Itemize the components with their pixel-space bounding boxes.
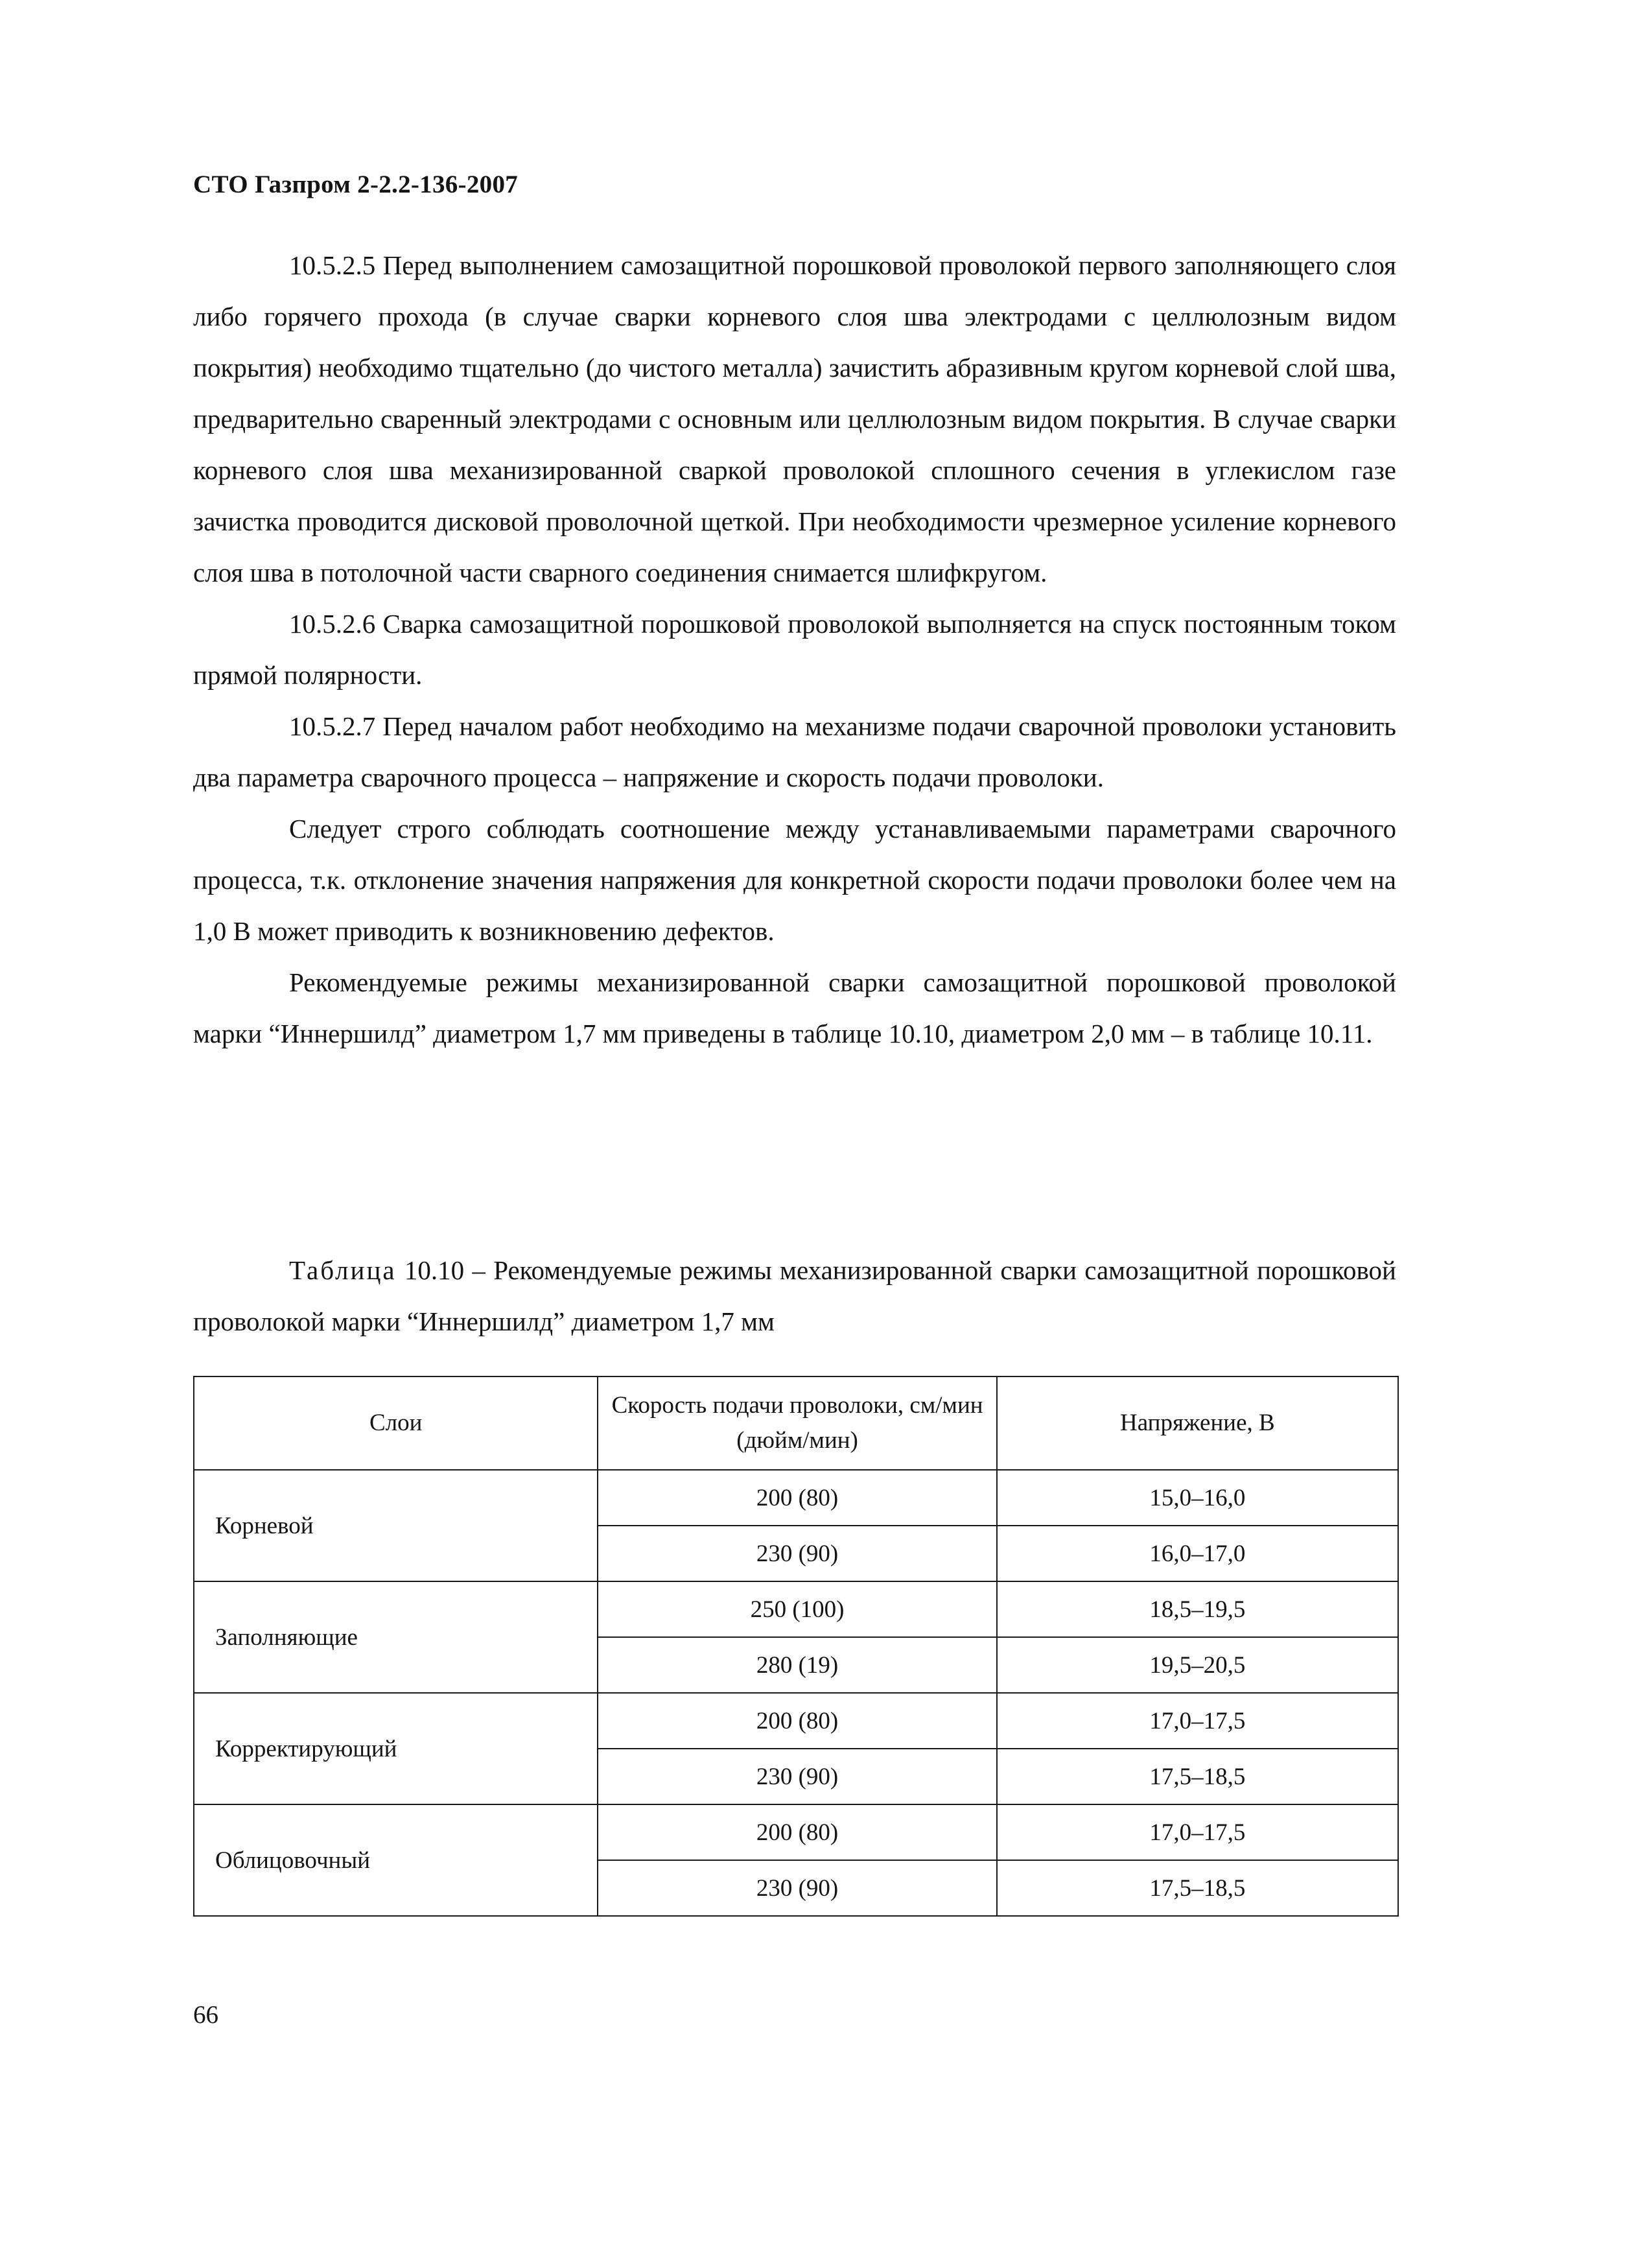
speed-cell: 230 (90)	[598, 1749, 996, 1804]
speed-cell: 230 (90)	[598, 1860, 996, 1916]
table-caption-text: 10.10 – Рекомендуемые режимы механизированной сварки самозащитной порошковой проволокой марки “Иннершилд” диаметром 1,7 мм	[193, 1255, 1396, 1336]
voltage-cell: 17,5–18,5	[997, 1749, 1398, 1804]
table-row	[194, 1804, 1398, 1860]
voltage-cell: 15,0–16,0	[997, 1470, 1398, 1526]
layer-cell: Корневой	[194, 1470, 598, 1581]
paragraph-10-5-2-7: 10.5.2.7 Перед началом работ необходимо на механизме подачи сварочной проволоки установить два параметра сварочного процесса – напряжение и скорость подачи проволоки.	[193, 711, 1396, 792]
speed-cell: 200 (80)	[598, 1693, 996, 1749]
speed-cell: 200 (80)	[598, 1804, 996, 1860]
layer-cell: Облицовочный	[194, 1804, 598, 1916]
voltage-cell: 17,0–17,5	[997, 1804, 1398, 1860]
layer-cell: Корректирующий	[194, 1693, 598, 1804]
table-header-row	[194, 1376, 1398, 1470]
layer-cell: Заполняющие	[194, 1581, 598, 1693]
welding-modes-table	[193, 1376, 1399, 1917]
speed-cell: 250 (100)	[598, 1581, 996, 1637]
paragraph-10-5-2-6: 10.5.2.6 Сварка самозащитной порошковой проволокой выполняется на спуск постоянным током прямой полярности.	[193, 609, 1396, 690]
header-voltage: Напряжение, В	[997, 1376, 1398, 1470]
voltage-cell: 16,0–17,0	[997, 1526, 1398, 1581]
voltage-cell: 17,0–17,5	[997, 1693, 1398, 1749]
body-text	[193, 240, 1396, 1059]
document-header: СТО Газпром 2-2.2-136-2007	[193, 171, 519, 198]
table-caption	[193, 1245, 1396, 1347]
header-layer: Слои	[194, 1376, 598, 1470]
table-caption-label: Таблица	[289, 1255, 397, 1285]
table-row	[194, 1470, 1398, 1526]
speed-cell: 280 (19)	[598, 1637, 996, 1693]
speed-cell: 230 (90)	[598, 1526, 996, 1581]
header-feed-speed: Скорость подачи проволоки, см/мин (дюйм/мин)	[598, 1376, 996, 1470]
paragraph-10-5-2-5: 10.5.2.5 Перед выполнением самозащитной порошковой проволокой первого заполняющего слоя либо горячего прохода (в случае сварки корневого слоя шва электродами с целлюлозным видом покрытия) необходимо тщательно (до чистого металла) зачистить абразивным кругом корневой слой шва, предварительно сваренный электродами с основным или целлюлозным видом покрытия. В случае сварки корневого слоя шва механизированной сваркой проволокой сплошного сечения в углекислом газе зачистка проводится дисковой проволочной щеткой. При необходимости чрезмерное усиление корневого слоя шва в потолочной части сварного соединения снимается шлифкругом.	[193, 250, 1396, 587]
page-number: 66	[193, 2001, 218, 2029]
table-row	[194, 1581, 1398, 1637]
paragraph-ratio-note: Следует строго соблюдать соотношение между устанавливаемыми параметрами сварочного процесса, т.к. отклонение значения напряжения для конкретной скорости подачи проволоки более чем на 1,0 В может приводить к возникновению дефектов.	[193, 814, 1396, 946]
paragraph-recommended-modes: Рекомендуемые режимы механизированной сварки самозащитной порошковой проволокой марки “Иннершилд” диаметром 1,7 мм приведены в таблице 10.10, диаметром 2,0 мм – в таблице 10.11.	[193, 967, 1396, 1048]
speed-cell: 200 (80)	[598, 1470, 996, 1526]
voltage-cell: 17,5–18,5	[997, 1860, 1398, 1916]
table-row	[194, 1693, 1398, 1749]
voltage-cell: 18,5–19,5	[997, 1581, 1398, 1637]
voltage-cell: 19,5–20,5	[997, 1637, 1398, 1693]
